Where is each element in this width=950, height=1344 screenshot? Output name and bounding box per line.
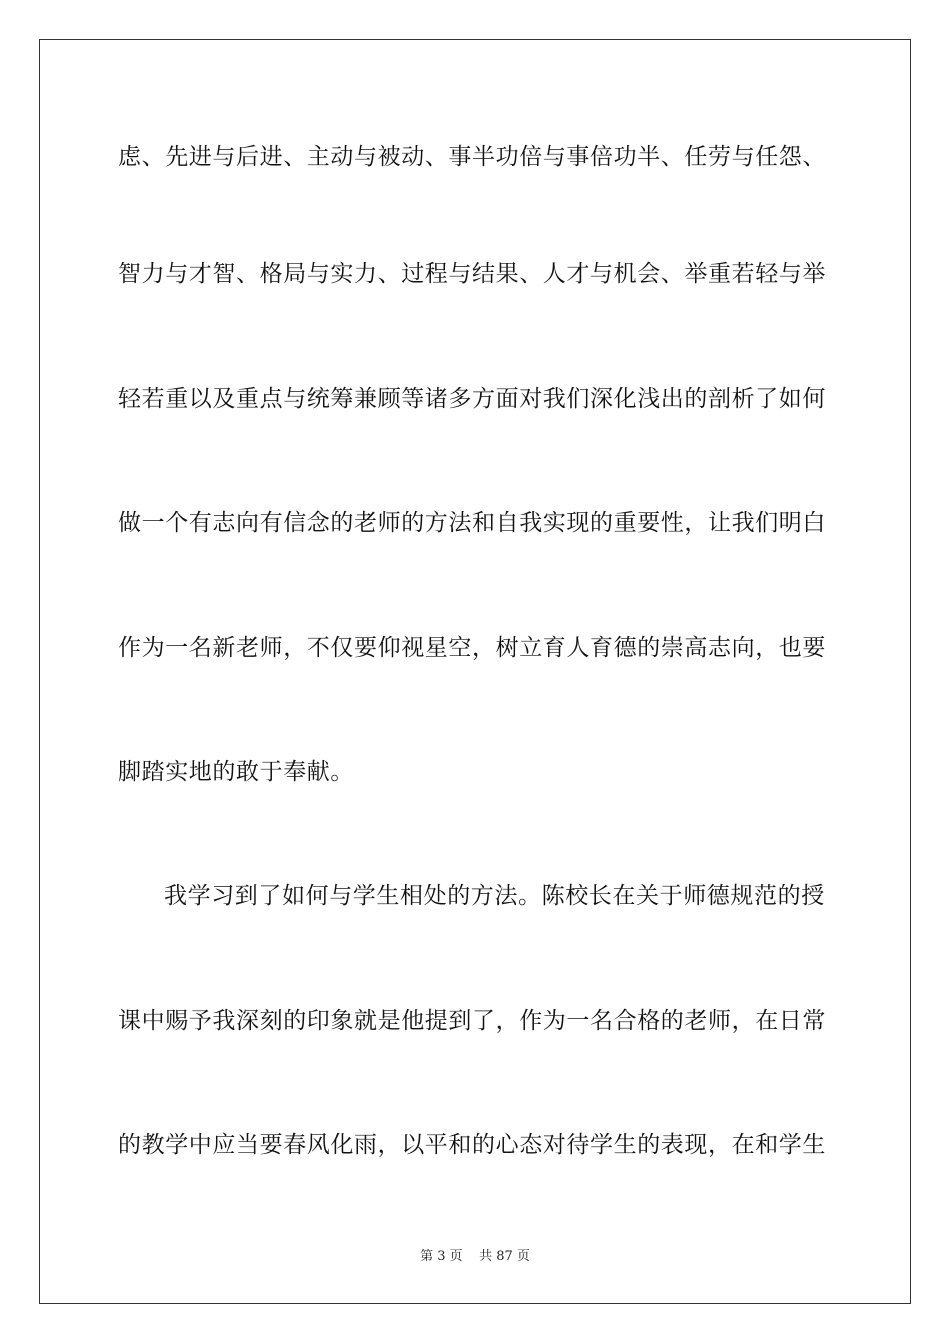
text-line: 轻若重以及重点与统筹兼顾等诸多方面对我们深化浅出的剖析了如何 [118,386,826,412]
paragraph-start-line: 我学习到了如何与学生相处的方法。陈校长在关于师德规范的授 [164,883,825,909]
page-number-footer: 第 3 页 共 87 页 [420,1249,530,1264]
text-line: 脚踏实地的敢于奉献。 [118,759,354,785]
text-line: 的教学中应当要春风化雨，以平和的心态对待学生的表现，在和学生 [118,1132,826,1158]
page-border [39,39,911,1304]
text-line: 课中赐予我深刻的印象就是他提到了，作为一名合格的老师，在日常 [118,1008,826,1034]
text-line: 做一个有志向有信念的老师的方法和自我实现的重要性，让我们明白 [118,510,826,536]
text-line: 作为一名新老师，不仅要仰视星空，树立育人育德的崇高志向，也要 [118,635,826,661]
text-line: 虑、先进与后进、主动与被动、事半功倍与事倍功半、任劳与任怨、 [118,144,826,170]
text-line: 智力与才智、格局与实力、过程与结果、人才与机会、举重若轻与举 [118,261,826,287]
